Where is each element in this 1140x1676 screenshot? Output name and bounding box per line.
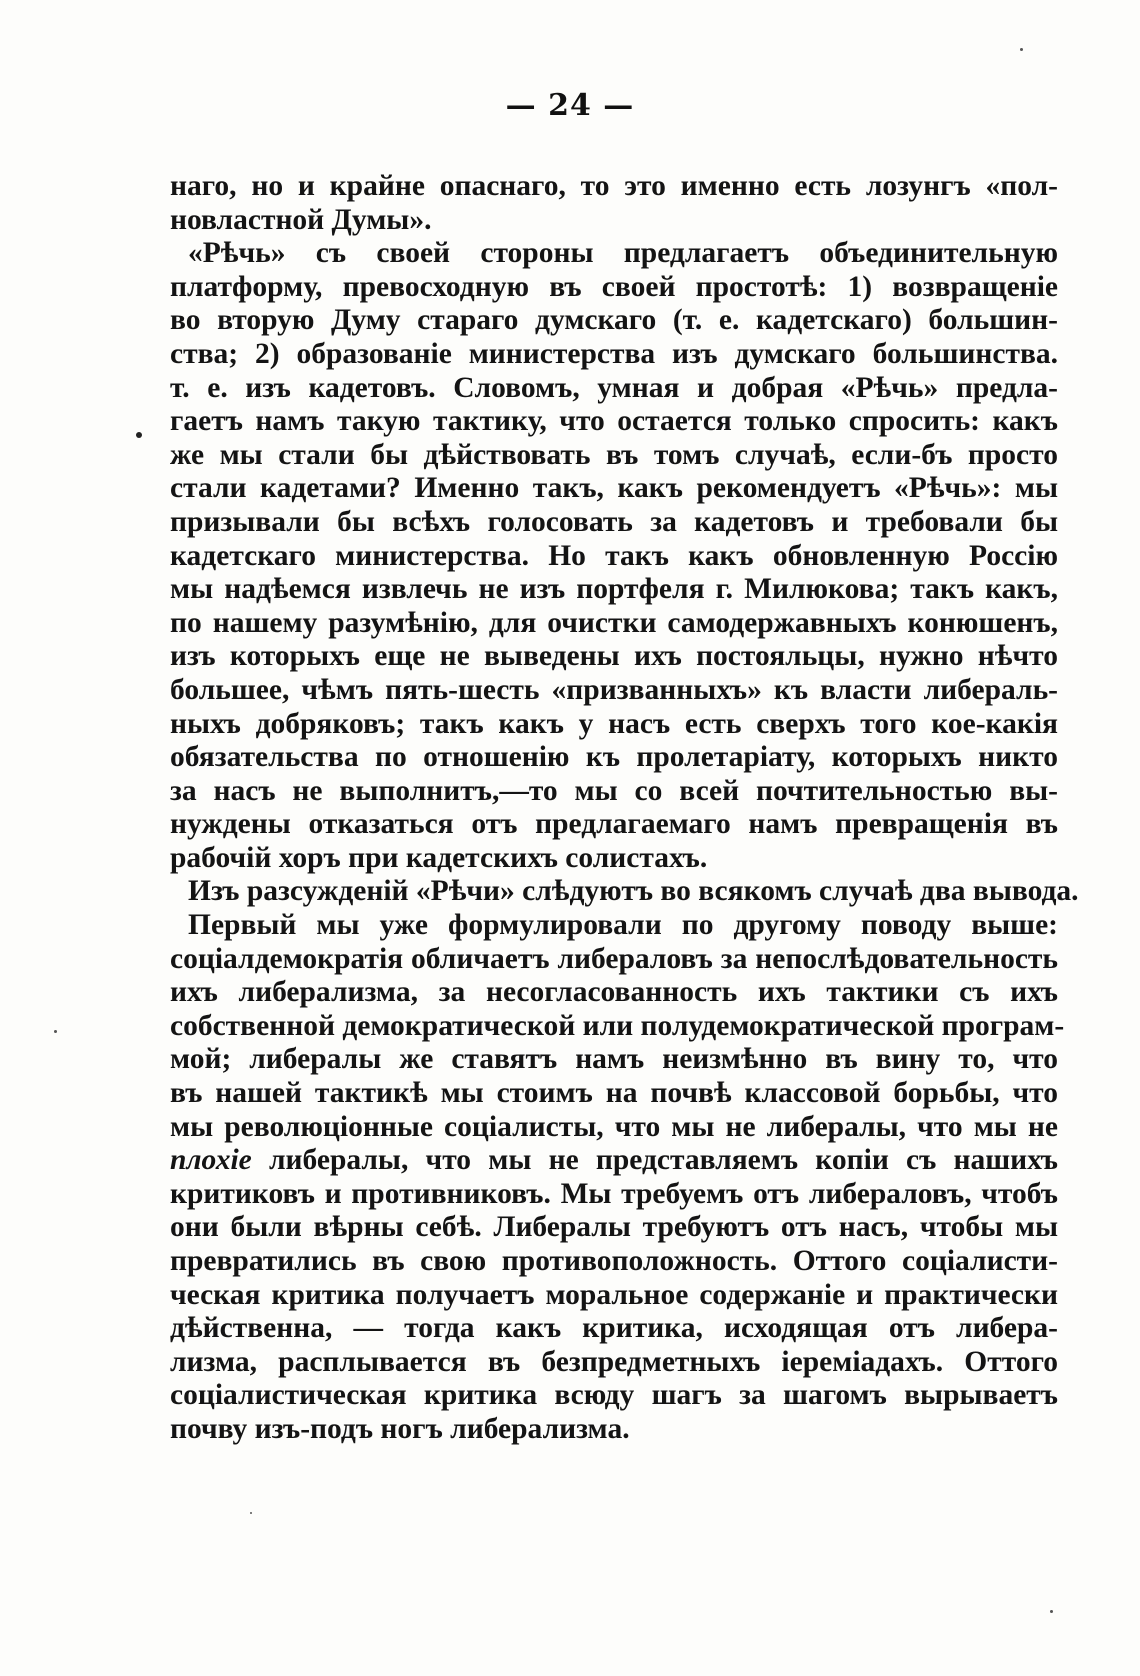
- text-line: дѣйственна, — тогда какъ критика, исходящая отъ либера-: [170, 1312, 1058, 1345]
- text-line: мы надѣемся извлечь не изъ портфеля г. Милюкова; такъ какъ,: [170, 573, 1058, 606]
- text-line: же мы стали бы дѣйствовать въ томъ случаѣ, если-бъ просто: [170, 438, 1058, 471]
- margin-mark: [136, 432, 142, 438]
- text-line: гаетъ намъ такую тактику, что остается только спросить: какъ: [170, 405, 1058, 438]
- text-line: т. е. изъ кадетовъ. Словомъ, умная и добрая «Рѣчь» предла-: [170, 371, 1058, 404]
- text-line: наго, но и крайне опаснаго, то это именно есть лозунгъ «пол-: [170, 170, 1058, 202]
- text-line-with-italic: [170, 1144, 1058, 1178]
- text-line: соцiалдемократiя обличаетъ либераловъ за непослѣдовательность: [170, 942, 1058, 975]
- paper-speck: [1050, 1610, 1053, 1613]
- text-line: кадетскаго министерства. Но такъ какъ обновленную Россiю: [170, 539, 1058, 572]
- text-line-rest: либералы, что мы не представляемъ копiи съ нашихъ: [268, 1144, 1059, 1177]
- text-line: собственной демократической или полудемократической програм-: [170, 1009, 1065, 1042]
- text-line: ческая критика получаетъ моральное содержанiе и практически: [170, 1278, 1058, 1311]
- text-line: призывали бы всѣхъ голосовать за кадетовъ и требовали бы: [170, 505, 1058, 538]
- text-line: они были вѣрны себѣ. Либералы требуютъ отъ насъ, чтобы мы: [170, 1211, 1058, 1244]
- text-line: почву изъ-подъ ногъ либерализма.: [170, 1412, 630, 1445]
- text-line: большее, чѣмъ пять-шесть «призванныхъ» къ власти либераль-: [170, 673, 1058, 706]
- paper-speck: [54, 1030, 57, 1033]
- text-line: изъ которыхъ еще не выведены ихъ постояльцы, нужно нѣчто: [170, 640, 1058, 673]
- text-line: стали кадетами? Именно такъ, какъ рекомендуетъ «Рѣчь»: мы: [170, 472, 1058, 505]
- text-line: ныхъ добряковъ; такъ какъ у насъ есть сверхъ того кое-какiя: [170, 707, 1058, 740]
- paper-speck: [250, 1512, 252, 1514]
- text-line: ихъ либерализма, за несогласованность ихъ тактики съ ихъ: [170, 976, 1058, 1009]
- text-line: критиковъ и противниковъ. Мы требуемъ отъ либераловъ, чтобъ: [170, 1177, 1058, 1210]
- paragraph-start-line: «Рѣчь» съ своей стороны предлагаетъ объединительную: [188, 237, 1058, 270]
- paragraph-start-line: Изъ разсужденiй «Рѣчи» слѣдуютъ во всякомъ случаѣ два вывода.: [188, 875, 1079, 908]
- body-text: [170, 170, 1079, 1447]
- text-line: лизма, расплывается въ безпредметныхъ iеремiадахъ. Оттого: [170, 1345, 1058, 1378]
- text-line: нуждены отказаться отъ предлагаемаго намъ превращенiя въ: [170, 808, 1058, 841]
- text-line: за насъ не выполнитъ,—то мы со всей почтительностью вы-: [170, 774, 1058, 807]
- text-line: въ нашей тактикѣ мы стоимъ на почвѣ классовой борьбы, что: [170, 1077, 1058, 1110]
- text-line: по нашему разумѣнiю, для очистки самодержавныхъ конюшенъ,: [170, 606, 1058, 639]
- paragraph-start-line: Первый мы уже формулировали по другому поводу выше:: [188, 909, 1058, 942]
- text-line: новластной Думы».: [170, 203, 432, 236]
- italic-emphasis: плохiе: [170, 1144, 252, 1177]
- text-line: во вторую Думу стараго думскаго (т. е. кадетскаго) большин-: [170, 304, 1058, 337]
- text-line: ства; 2) образованiе министерства изъ думскаго большинства.: [170, 337, 1058, 370]
- paper-speck: [1020, 48, 1023, 51]
- text-line: соцiалистическая критика всюду шагъ за шагомъ вырываетъ: [170, 1379, 1058, 1412]
- text-line: мой; либералы же ставятъ намъ неизмѣнно въ вину то, что: [170, 1043, 1058, 1076]
- text-line: рабочiй хоръ при кадетскихъ солистахъ.: [170, 841, 708, 874]
- text-line: мы революцiонные соцiалисты, что мы не либералы, что мы не: [170, 1110, 1058, 1143]
- text-line: превратились въ свою противоположность. Оттого соцiалисти-: [170, 1245, 1058, 1277]
- text-line: платформу, превосходную въ своей простотѣ: 1) возвращенiе: [170, 270, 1058, 303]
- text-line: обязательства по отношенiю къ пролетарiату, которыхъ никто: [170, 741, 1058, 774]
- page-number: — 24 —: [505, 88, 635, 123]
